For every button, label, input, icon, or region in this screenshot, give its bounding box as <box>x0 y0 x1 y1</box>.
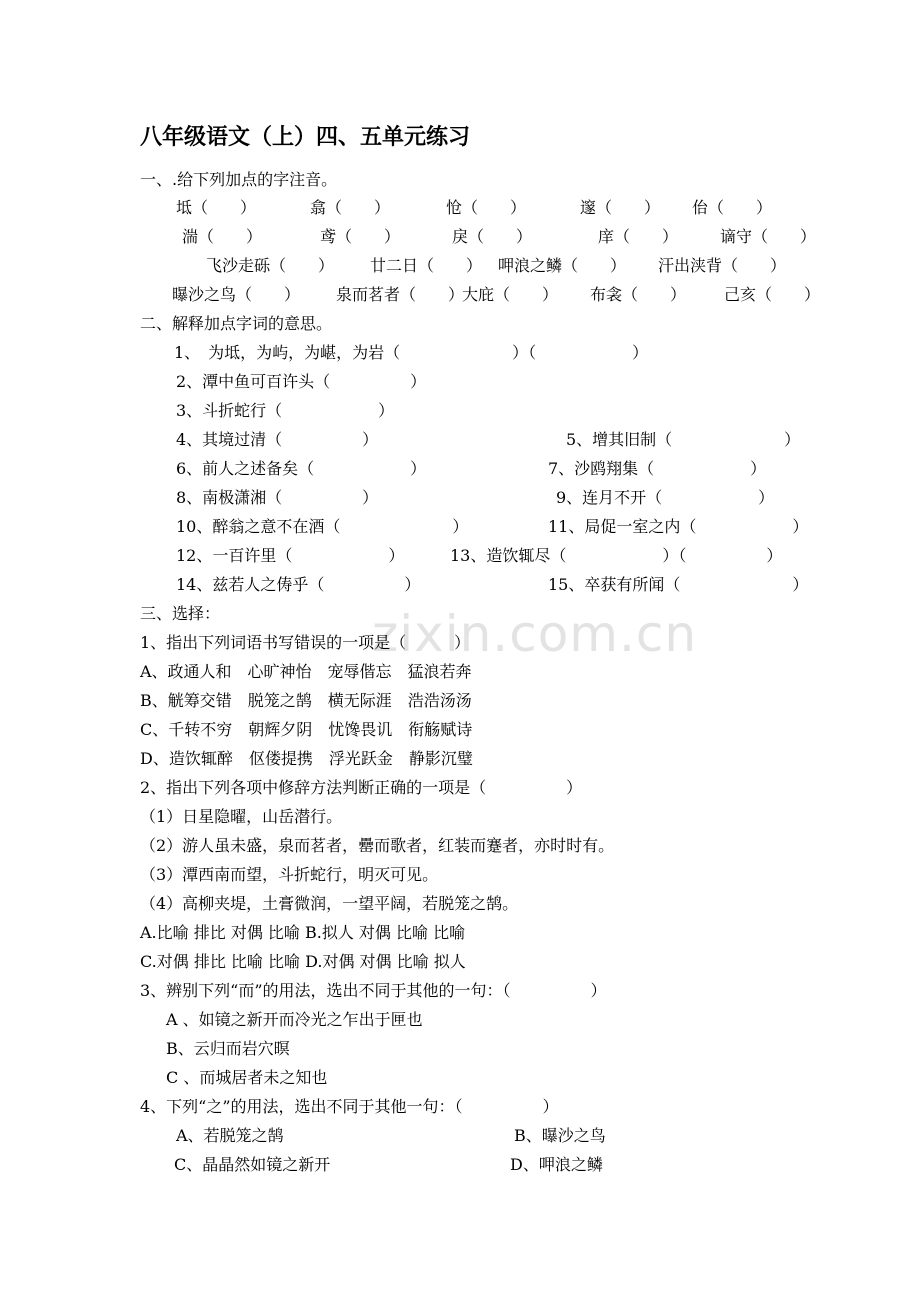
pinyin-item: 飞沙走砾（ ） <box>206 256 335 275</box>
explain-item: 9、连月不开（ ） <box>556 488 775 507</box>
pinyin-item: 大庇（ ） <box>462 285 559 304</box>
section-2-heading: 二、解释加点字词的意思。 <box>140 314 333 333</box>
section-1-heading: 一、.给下列加点的字注音。 <box>140 170 338 189</box>
option: A、若脱笼之鹄 <box>176 1126 284 1145</box>
option: D、造饮辄醉 伛偻提携 浮光跃金 静影沉璧 <box>140 749 473 768</box>
question: 1、指出下列词语书写错误的一项是（ ） <box>140 633 471 652</box>
explain-item: 12、一百许里（ ） <box>176 546 405 565</box>
pinyin-item: 廿二日（ ） <box>370 256 483 275</box>
explain-item: 6、前人之述备矣（ ） <box>176 459 427 478</box>
pinyin-item: 曝沙之鸟（ ） <box>172 285 301 304</box>
pinyin-item: 湍（ ） <box>182 227 263 246</box>
option: B、云归而岩穴暝 <box>166 1039 290 1058</box>
pinyin-item: 佁（ ） <box>692 198 773 217</box>
explain-item: 1、 为坻，为屿，为嵁，为岩（ ）（ ） <box>174 343 649 362</box>
page-title: 八年级语文（上）四、五单元练习 <box>140 125 471 150</box>
explain-item: 2、潭中鱼可百许头（ ） <box>176 372 427 391</box>
option: B、觥筹交错 脱笼之鹄 横无际涯 浩浩汤汤 <box>140 691 472 710</box>
pinyin-item: 戾（ ） <box>452 227 533 246</box>
sentence: （3）潭西南而望，斗折蛇行，明灭可见。 <box>140 865 439 884</box>
option: C、晶晶然如镜之新开 <box>174 1155 331 1174</box>
explain-item: 11、局促一室之内（ ） <box>548 517 809 536</box>
sentence: （2）游人虽未盛，泉而茗者，罍而歌者，红装而蹇者，亦时时有。 <box>140 836 615 855</box>
explain-item: 4、其境过清（ ） <box>176 430 379 449</box>
question: 3、辨别下列“而”的用法，选出不同于其他的一句：（ ） <box>140 981 607 1000</box>
pinyin-item: 庠（ ） <box>598 227 679 246</box>
pinyin-item: 鸢（ ） <box>320 227 401 246</box>
pinyin-item: 怆（ ） <box>446 198 527 217</box>
explain-item: 14、兹若人之俦乎（ ） <box>176 575 421 594</box>
option: A.比喻 排比 对偶 比喻 B.拟人 对偶 比喻 比喻 <box>140 923 466 942</box>
explain-item: 3、斗折蛇行（ ） <box>176 401 395 420</box>
explain-item: 10、醉翁之意不在酒（ ） <box>176 517 469 536</box>
pinyin-item: 呷浪之鳞（ ） <box>498 256 627 275</box>
sentence: （4）高柳夹堤，土膏微润，一望平阔，若脱笼之鹄。 <box>140 894 519 913</box>
option: A、政通人和 心旷神怡 宠辱偕忘 猛浪若奔 <box>140 662 472 681</box>
explain-item: 8、南极潇湘（ ） <box>176 488 379 507</box>
option: D、呷浪之鳞 <box>510 1155 603 1174</box>
pinyin-item: 布衾（ ） <box>590 285 687 304</box>
option: C.对偶 排比 比喻 比喻 D.对偶 对偶 比喻 拟人 <box>140 952 466 971</box>
pinyin-item: 翕（ ） <box>310 198 391 217</box>
sentence: （1）日星隐曜，山岳潜行。 <box>140 807 343 826</box>
pinyin-item: 谪守（ ） <box>720 227 817 246</box>
pinyin-item: 己亥（ ） <box>724 285 821 304</box>
section-3-heading: 三、选择： <box>140 604 221 623</box>
pinyin-item: 坻（ ） <box>176 198 257 217</box>
watermark: zixin.com.cn <box>372 605 698 663</box>
question: 4、下列“之”的用法，选出不同于其他一句：（ ） <box>140 1097 559 1116</box>
pinyin-item: 泉而茗者（ ） <box>336 285 465 304</box>
option: C 、而城居者未之知也 <box>166 1068 328 1087</box>
explain-item: 13、造饮辄尽（ ）（ ） <box>450 546 783 565</box>
explain-item: 15、卒获有所闻（ ） <box>548 575 809 594</box>
option: C、千转不穷 朝辉夕阴 忧馋畏讥 衔觞赋诗 <box>140 720 473 739</box>
pinyin-item: 汗出浃背（ ） <box>658 256 787 275</box>
explain-item: 5、增其旧制（ ） <box>566 430 801 449</box>
option: B、曝沙之鸟 <box>514 1126 606 1145</box>
pinyin-item: 邃（ ） <box>580 198 661 217</box>
explain-item: 7、沙鸥翔集（ ） <box>548 459 767 478</box>
option: A 、如镜之新开而冷光之乍出于匣也 <box>166 1010 423 1029</box>
question: 2、指出下列各项中修辞方法判断正确的一项是（ ） <box>140 778 583 797</box>
